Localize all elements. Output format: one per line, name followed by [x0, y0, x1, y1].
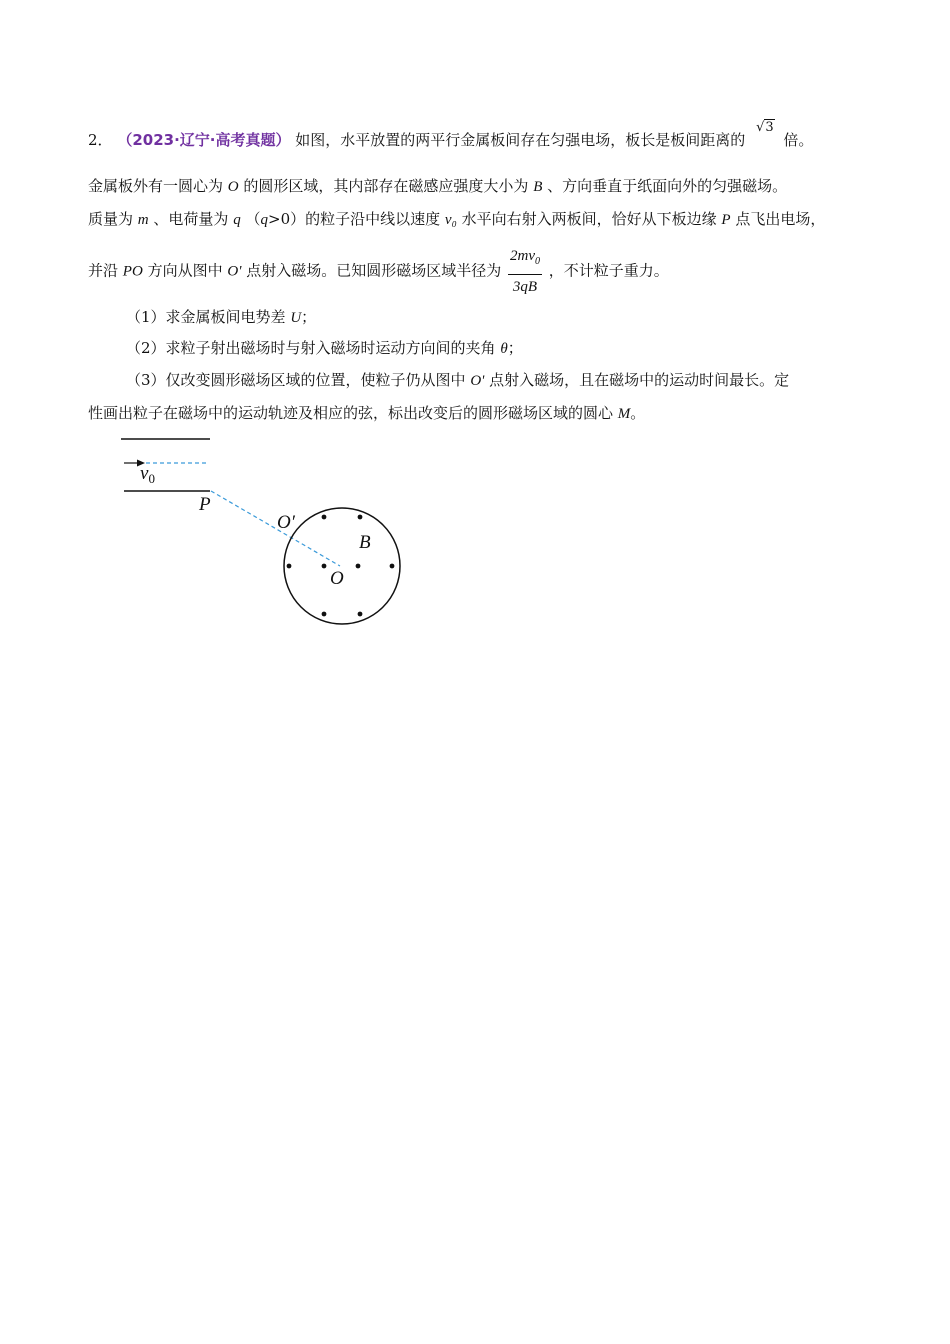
symbol-PO: PO: [122, 263, 143, 280]
question-1: [126, 307, 316, 328]
text: 水平向右射入两板间，恰好从下板边缘: [461, 210, 717, 228]
text: （3）仅改变圆形磁场区域的位置，使粒子仍从图中: [126, 371, 466, 389]
text: 方向从图中: [147, 261, 223, 280]
field-dot: [322, 515, 327, 520]
label-O-prime: O′: [277, 512, 295, 533]
field-dot: [322, 564, 327, 569]
text: 性画出粒子在磁场中的运动轨迹及相应的弦，标出改变后的圆形磁场区域的圆心: [88, 404, 614, 422]
problem-number: 2．: [88, 131, 113, 149]
problem-line-2: [88, 176, 787, 197]
text: 倍。: [783, 131, 814, 149]
label-P: P: [199, 494, 211, 515]
text: 如图，水平放置的两平行金属板间存在匀强电场，板长是板间距离的: [295, 131, 746, 149]
problem-line-1: [88, 120, 814, 152]
sqrt-value: 3: [765, 120, 774, 135]
symbol-theta: θ: [500, 341, 508, 357]
text: 质量为: [88, 210, 134, 228]
symbol-O: O: [227, 179, 239, 195]
text: 并沿: [88, 261, 119, 280]
question-2: [126, 338, 523, 359]
text: 金属板外有一圆心为: [88, 177, 224, 195]
label-v0: [140, 463, 155, 486]
text: ；: [507, 339, 523, 357]
text: 点射入磁场。已知圆形磁场区域半径为: [246, 261, 502, 280]
symbol-m: m: [137, 212, 149, 228]
text: （1）求金属板间电势差: [126, 308, 286, 326]
label-O: O: [330, 568, 344, 589]
text: 点飞出电场，: [735, 210, 826, 228]
numerator-sub: 0: [535, 256, 540, 267]
symbol-U: U: [290, 310, 302, 326]
label-v-sub: 0: [148, 471, 155, 486]
problem-line-3: [88, 209, 825, 230]
field-dot: [358, 612, 363, 617]
label-v: v: [140, 463, 149, 484]
symbol-P: P: [721, 212, 731, 228]
text: （: [245, 210, 261, 228]
fraction-denominator: 3qB: [512, 279, 538, 295]
field-dot: [322, 612, 327, 617]
question-3-line-1: [126, 370, 789, 391]
field-dots: [287, 515, 395, 617]
text: 。: [630, 404, 646, 422]
label-B: B: [359, 532, 371, 553]
symbol-O-prime: O': [227, 263, 242, 280]
sqrt-three: √3: [756, 120, 774, 135]
text: ，不计粒子重力。: [548, 261, 669, 280]
question-3-line-2: [88, 403, 645, 424]
field-dot: [358, 515, 363, 520]
field-dot: [287, 564, 292, 569]
magnetic-field-circle: [284, 508, 400, 624]
symbol-O-prime: O': [470, 373, 485, 389]
text: >0）的粒子沿中线以速度: [268, 210, 441, 228]
fraction-numerator: [508, 246, 542, 275]
symbol-B: B: [533, 179, 543, 195]
physics-diagram: [110, 428, 410, 628]
text: 的圆形区域，其内部存在磁感应强度大小为: [243, 177, 529, 195]
symbol-v0: v₀: [444, 212, 457, 228]
text: 点射入磁场，且在磁场中的运动时间最长。定: [489, 371, 790, 389]
problem-line-4: [88, 246, 669, 297]
text: （2）求粒子射出磁场时与射入磁场时运动方向间的夹角: [126, 339, 496, 357]
radius-fraction: [508, 246, 542, 297]
numerator-text: 2mv: [510, 248, 535, 264]
symbol-q: q: [260, 212, 269, 228]
field-dot: [356, 564, 361, 569]
text: 、电荷量为: [153, 210, 229, 228]
symbol-M: M: [617, 406, 631, 422]
text: ；: [301, 308, 317, 326]
field-dot: [390, 564, 395, 569]
text: 、方向垂直于纸面向外的匀强磁场。: [547, 177, 788, 195]
symbol-q: q: [233, 212, 241, 228]
source-tag: （2023·辽宁·高考真题）: [117, 131, 291, 149]
particle-path-PO: [211, 491, 340, 566]
